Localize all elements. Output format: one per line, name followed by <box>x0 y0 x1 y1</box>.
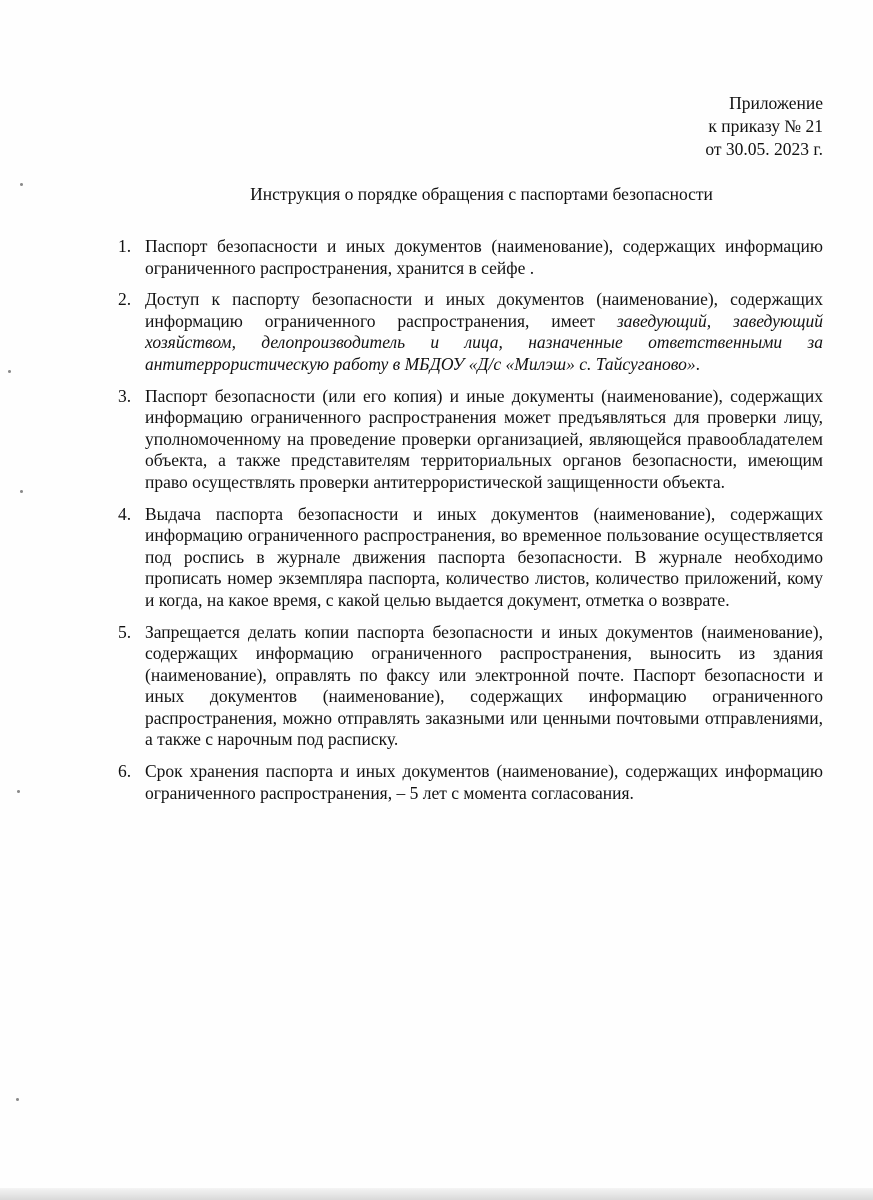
item-number: 1. <box>118 236 132 256</box>
item-text-plain: Доступ к паспорту безопасности и иных документов (наименование), содержащих информацию ограниченного распространения, имеет <box>145 289 823 331</box>
item-text-italic: заведующий, заведующий хозяйством, делопроизводитель и лица, назначенные ответственными за антитеррористическую работу в МБДОУ «Д/с «Милэш» с. Тайсуганово» <box>145 310 823 374</box>
item-text <box>145 289 823 374</box>
item-text: Выдача паспорта безопасности и иных документов (наименование), содержащих информацию ограниченного распространения, во временное пользование осуществляется под роспись в журнале движения паспорта безопасности. В журнале необходимо прописать номер экземпляра паспорта, количество листов, количество приложений, кому и когда, на какое время, с какой целью выдается документ, отметка о возврате. <box>145 503 823 610</box>
item-number: 2. <box>118 289 132 310</box>
list-item <box>110 289 823 375</box>
item-text: Запрещается делать копии паспорта безопасности и иных документов (наименование), содержащих информацию ограниченного распространения, выносить из здания (наименование), оправлять по факсу или электронной почте. Паспорт безопасности и иных документов (наименование), содержащих информацию ограниченного распространения, можно отправлять заказными или ценными почтовыми отправлениями, а также с нарочным под расписку. <box>145 621 823 750</box>
item-number: 5. <box>118 621 132 642</box>
list-item <box>110 504 823 612</box>
scan-speck <box>20 490 23 493</box>
scan-speck <box>8 370 11 373</box>
header-appendix: Приложение <box>729 93 823 113</box>
item-text: Срок хранения паспорта и иных документов (наименование), содержащих информацию ограниченного распространения, – 5 лет с момента согласования. <box>145 761 823 803</box>
list-item <box>110 386 823 494</box>
item-number: 6. <box>118 761 132 782</box>
document-title: Инструкция о порядке обращения с паспортами безопасности <box>250 184 713 204</box>
list-item <box>110 622 823 752</box>
scan-speck <box>17 790 20 793</box>
scan-speck <box>16 1098 19 1101</box>
approval-header <box>705 92 823 161</box>
scan-edge <box>0 1188 873 1200</box>
item-text-tail: . <box>695 353 701 374</box>
item-text: Паспорт безопасности и иных документов (наименование), содержащих информацию ограниченного распространения, хранится в сейфе . <box>145 236 823 278</box>
instruction-list <box>110 236 823 814</box>
header-order-date: от 30.05. 2023 г. <box>705 139 823 159</box>
item-number: 3. <box>118 385 132 406</box>
list-item <box>110 236 823 279</box>
item-text: Паспорт безопасности (или его копия) и иные документы (наименование), содержащих информацию ограниченного распространения может предъявляться для проверки лицу, уполномоченному на проведение проверки организацией, являющейся правообладателем объекта, а также представителям территориальных органов безопасности, имеющим право осуществлять проверки антитеррористической защищенности объекта. <box>145 385 823 492</box>
header-order-number: к приказу № 21 <box>708 116 823 136</box>
item-number: 4. <box>118 503 132 524</box>
list-item <box>110 761 823 804</box>
